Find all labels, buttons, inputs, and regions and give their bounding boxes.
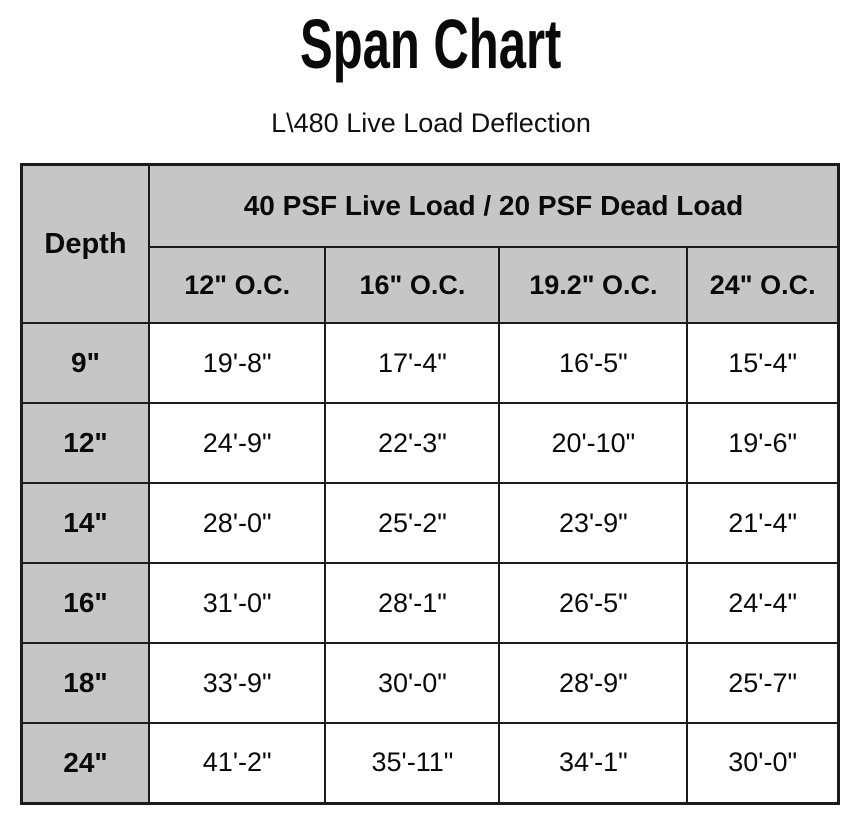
span-value-cell: 24'-4"	[687, 563, 838, 643]
row-header-depth: 16"	[22, 563, 149, 643]
span-value-cell: 15'-4"	[687, 323, 838, 403]
span-value-cell: 26'-5"	[499, 563, 687, 643]
span-value-cell: 25'-7"	[687, 643, 838, 723]
span-value-cell: 19'-8"	[149, 323, 325, 403]
table-row-depth-12	[22, 403, 839, 483]
span-value-cell: 20'-10"	[499, 403, 687, 483]
span-value-cell: 30'-0"	[687, 723, 838, 803]
span-value-cell: 24'-9"	[149, 403, 325, 483]
column-header-12-oc: 12" O.C.	[149, 247, 325, 323]
span-value-cell: 16'-5"	[499, 323, 687, 403]
table-row-depth-24	[22, 723, 839, 803]
row-header-depth: 18"	[22, 643, 149, 723]
span-value-cell: 28'-0"	[149, 483, 325, 563]
title-wrap	[0, 5, 862, 83]
span-value-cell: 23'-9"	[499, 483, 687, 563]
span-value-cell: 22'-3"	[325, 403, 499, 483]
header-row-group	[22, 165, 839, 248]
page-subtitle: L\480 Live Load Deflection	[271, 108, 591, 138]
row-header-depth: 12"	[22, 403, 149, 483]
span-value-cell: 28'-9"	[499, 643, 687, 723]
table-row-depth-14	[22, 483, 839, 563]
span-value-cell: 21'-4"	[687, 483, 838, 563]
span-value-cell: 41'-2"	[149, 723, 325, 803]
table-row-depth-16	[22, 563, 839, 643]
span-value-cell: 19'-6"	[687, 403, 838, 483]
span-value-cell: 25'-2"	[325, 483, 499, 563]
span-value-cell: 35'-11"	[325, 723, 499, 803]
row-header-depth: 9"	[22, 323, 149, 403]
span-value-cell: 31'-0"	[149, 563, 325, 643]
column-header-19-2-oc: 19.2" O.C.	[499, 247, 687, 323]
span-chart-table	[20, 163, 840, 805]
load-header-cell: 40 PSF Live Load / 20 PSF Dead Load	[149, 165, 839, 248]
span-value-cell: 33'-9"	[149, 643, 325, 723]
page	[0, 5, 862, 837]
row-header-depth: 24"	[22, 723, 149, 803]
span-value-cell: 34'-1"	[499, 723, 687, 803]
column-header-24-oc: 24" O.C.	[687, 247, 838, 323]
table-row-depth-9	[22, 323, 839, 403]
row-header-depth: 14"	[22, 483, 149, 563]
depth-header-cell: Depth	[22, 165, 149, 324]
span-value-cell: 17'-4"	[325, 323, 499, 403]
span-value-cell: 28'-1"	[325, 563, 499, 643]
column-header-16-oc: 16" O.C.	[325, 247, 499, 323]
table-row-depth-18	[22, 643, 839, 723]
page-title: Span Chart	[300, 5, 562, 83]
span-value-cell: 30'-0"	[325, 643, 499, 723]
